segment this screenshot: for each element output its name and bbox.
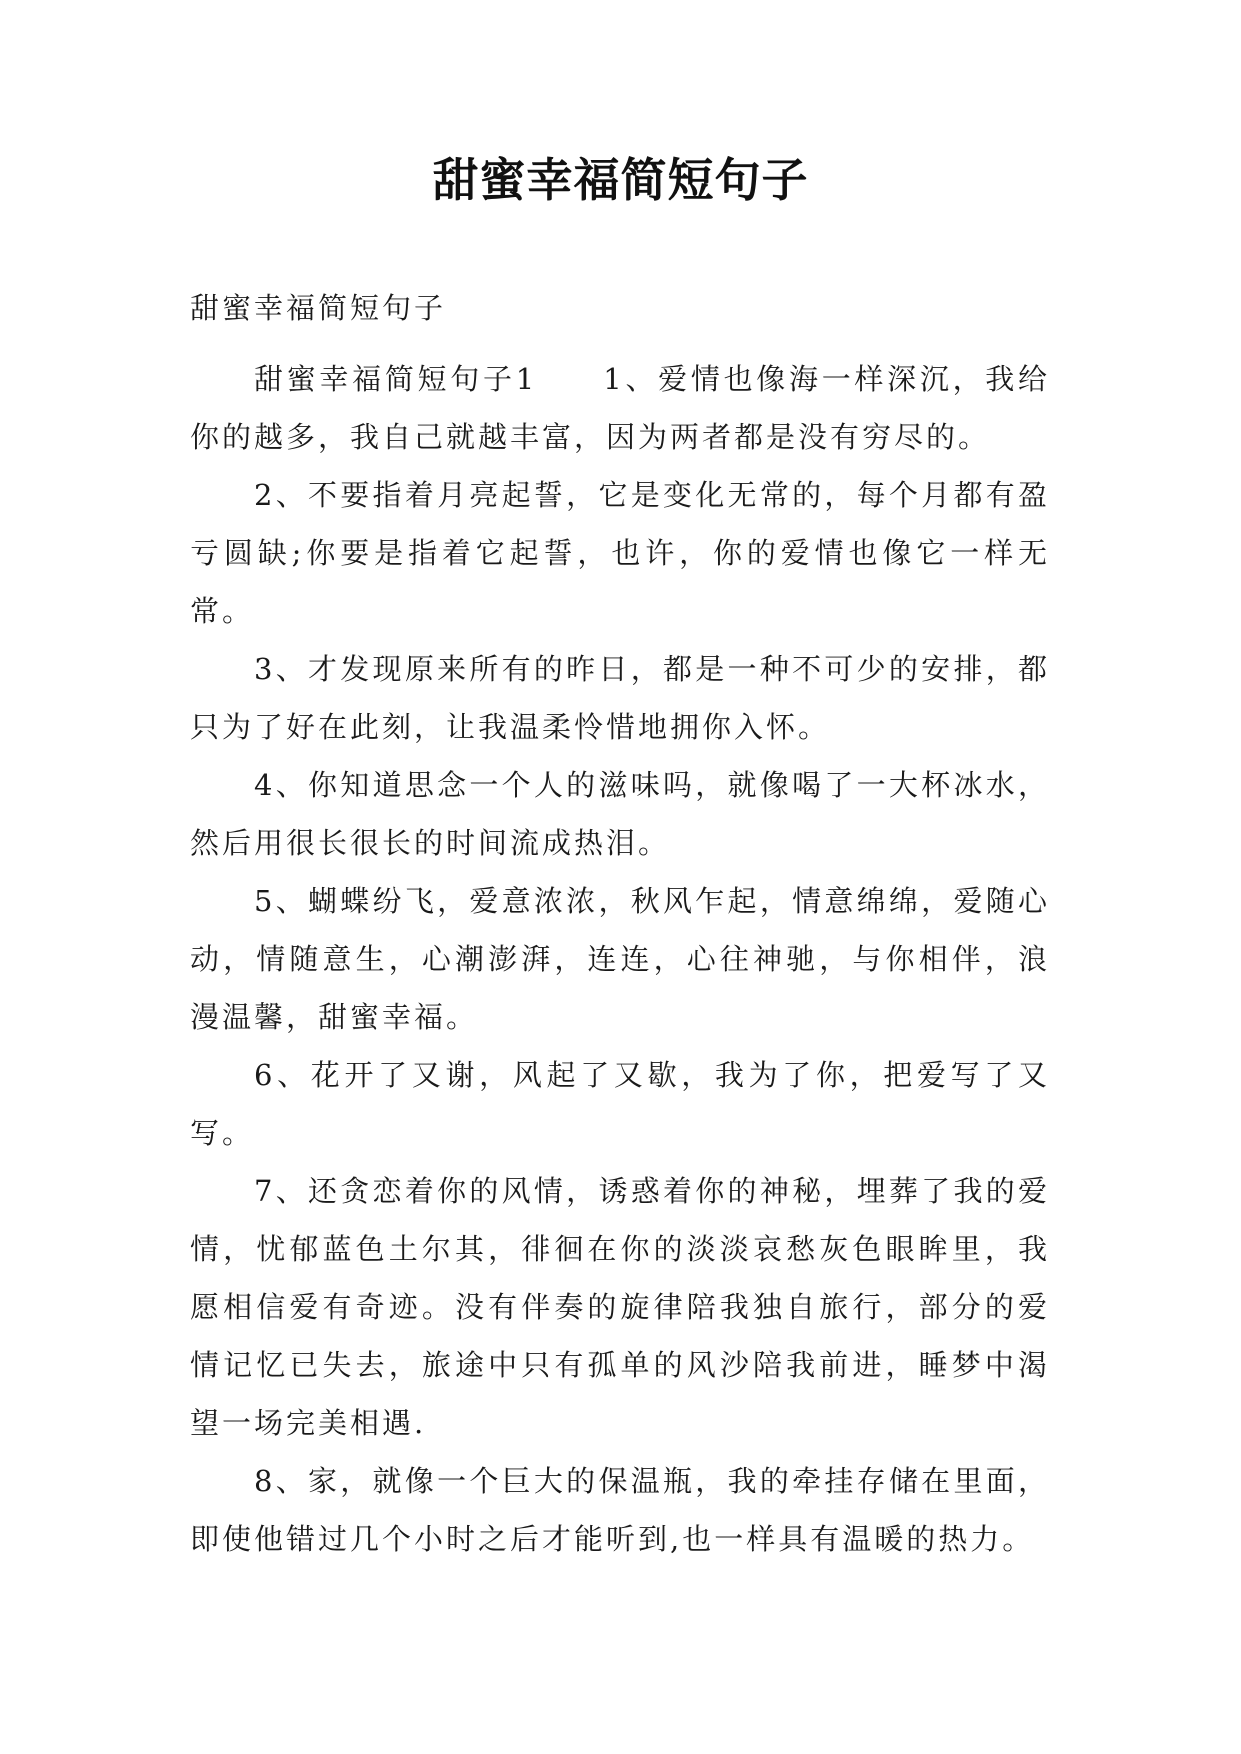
paragraph-5: 5、蝴蝶纷飞，爱意浓浓，秋风乍起，情意绵绵，爱随心动，情随意生，心潮澎湃，连连，心往神驰，与你相伴，浪漫温馨，甜蜜幸福。: [190, 884, 1050, 1034]
paragraph-2: 2、不要指着月亮起誓，它是变化无常的，每个月都有盈亏圆缺;你要是指着它起誓，也许，你的爱情也像它一样无常。: [190, 478, 1050, 628]
paragraph-6: 6、花开了又谢，风起了又歇，我为了你，把爱写了又写。: [190, 1058, 1050, 1150]
document-body: [190, 288, 1050, 1568]
document-title: 甜蜜幸福简短句子: [432, 153, 809, 207]
paragraph-7: 7、还贪恋着你的风情，诱惑着你的神秘，埋葬了我的爱情，忧郁蓝色土尔其，徘徊在你的淡淡哀愁灰色眼眸里，我愿相信爱有奇迹。没有伴奏的旋律陪我独自旅行，部分的爱情记忆已失去，旅途中只有孤单的风沙陪我前进，睡梦中渴望一场完美相遇.: [190, 1174, 1050, 1440]
paragraph-intro: 甜蜜幸福简短句子1 1、爱情也像海一样深沉，我给你的越多，我自己就越丰富，因为两者都是没有穷尽的。: [190, 362, 1050, 454]
document-subtitle: 甜蜜幸福简短句子: [190, 291, 447, 325]
paragraph-4: 4、你知道思念一个人的滋味吗，就像喝了一大杯冰水，然后用很长很长的时间流成热泪。: [190, 768, 1050, 860]
paragraph-3: 3、才发现原来所有的昨日，都是一种不可少的安排，都只为了好在此刻，让我温柔怜惜地拥你入怀。: [190, 652, 1050, 744]
paragraph-8: 8、家，就像一个巨大的保温瓶，我的牵挂存储在里面，即使他错过几个小时之后才能听到,也一样具有温暖的热力。: [190, 1464, 1050, 1556]
